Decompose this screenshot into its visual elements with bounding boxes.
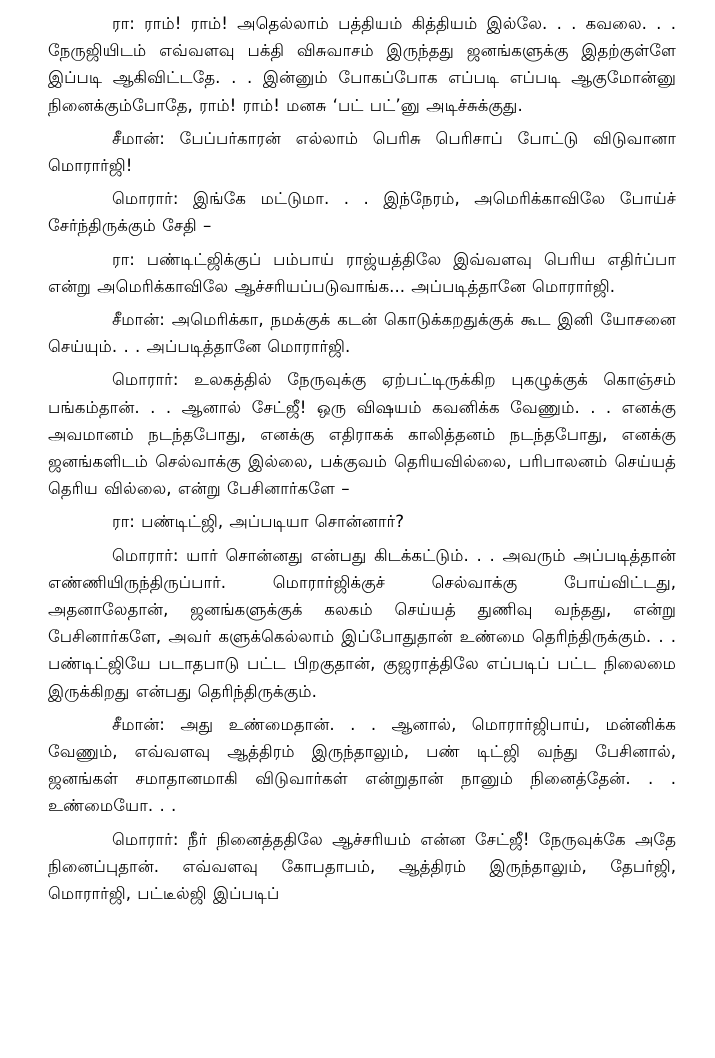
dialogue-text: அமெரிக்கா, நமக்குக் கடன் கொடுக்கறதுக்குக் கூட இனி யோசனை செய்யும். . . அப்படித்தானே மொரார்ஜி. <box>48 310 676 357</box>
speaker-label: ரா: <box>112 14 135 33</box>
dialogue-text: இங்கே மட்டுமா. . . இந்நேரம், அமெரிக்காவிலே போய்ச் சேர்ந்திருக்கும் சேதி – <box>48 189 676 236</box>
dialogue-paragraph <box>48 366 676 502</box>
dialogue-paragraph <box>48 185 676 239</box>
speaker-label: ரா: <box>112 249 135 269</box>
speaker-label: மொரார்: <box>112 829 179 849</box>
dialogue-paragraph <box>48 10 676 119</box>
dialogue-text: பண்டிட்ஜிக்குப் பம்பாய் ராஜ்யத்திலே இவ்வளவு பெரிய எதிர்ப்பா என்று அமெரிக்காவிலே ஆச்சரியப்படுவாங்க... அப்படித்தானே மொரார்ஜி. <box>48 249 676 296</box>
speaker-label: மொரார்: <box>112 545 179 565</box>
dialogue-text: பண்டிட்ஜி, அப்படியா சொன்னார்? <box>134 512 405 532</box>
dialogue-text: யார் சொன்னது என்பது கிடக்கட்டும். . . அவரும் அப்படித்தான் எண்ணியிருந்திருப்பார். மொரார்ஜிக்குச் செல்வாக்கு போய்விட்டது, அதனாலேதான், ஜனங்களுக்குக் கலகம் செய்யத் துணிவு வந்தது, என்று பேசினார்களே, அவர் களுக்கெல்லாம் இப்போதுதான் உண்மை தெரிந்திருக்கும். . . பண்டிட்ஜியே படாதபாடு பட்ட பிறகுதான், குஜராத்திலே எப்படிப் பட்ட நிலைமை இருக்கிறது என்பது தெரிந்திருக்கும். <box>48 545 676 701</box>
dialogue-paragraph <box>48 711 676 820</box>
speaker-label: சீமான்: <box>112 714 165 734</box>
dialogue-paragraph <box>48 508 676 535</box>
dialogue-paragraph <box>48 306 676 360</box>
dialogue-paragraph <box>48 826 676 908</box>
speaker-label: சீமான்: <box>112 310 165 330</box>
dialogue-paragraph <box>48 246 676 300</box>
speaker-label: மொரார்: <box>112 370 179 390</box>
speaker-label: ரா: <box>112 512 135 532</box>
dialogue-paragraph <box>48 542 676 705</box>
dialogue-text: ராம்! ராம்! அதெல்லாம் பத்தியம் கித்தியம் இல்லே. . . கவலை. . . நேருஜியிடம் எவ்வளவு பக்தி விசுவாசம் இருந்தது ஜனங்களுக்கு இதற்குள்ளே இப்படி ஆகிவிட்டதே. . . இன்னும் போகப்போக எப்படி எப்படி ஆகுமோன்னு நினைக்கும்போதே, ராம்! ராம்! மனசு ‘பட் பட்’னு அடிச்சுக்குது. <box>48 14 676 115</box>
dialogue-text: நீர் நினைத்ததிலே ஆச்சரியம் என்ன சேட்ஜீ! நேருவுக்கே அதே நினைப்புதான். எவ்வளவு கோபதாபம், ஆத்திரம் இருந்தாலும், தேபர்ஜி, மொரார்ஜி, பட்டீல்ஜி இப்படிப் <box>48 829 676 904</box>
dialogue-text: உலகத்தில் நேருவுக்கு ஏற்பட்டிருக்கிற புகழுக்குக் கொஞ்சம் பங்கம்தான். . . ஆனால் சேட்ஜீ! ஒரு விஷயம் கவனிக்க வேணும். . . எனக்கு அவமானம் நடந்தபோது, எனக்கு எதிராகக் காலித்தனம் நடந்தபோது, எனக்கு ஜனங்களிடம் செல்வாக்கு இல்லை, பக்குவம் தெரியவில்லை, பரிபாலனம் செய்யத் தெரிய வில்லை, என்று பேசினார்களே – <box>48 370 676 499</box>
dialogue-text: பேப்பர்காரன் எல்லாம் பெரிசு பெரிசாப் போட்டு விடுவானா மொரார்ஜி! <box>48 128 676 176</box>
speaker-label: சீமான்: <box>112 128 165 148</box>
dialogue-text: அது உண்மைதான். . . ஆனால், மொரார்ஜிபாய், மன்னிக்க வேணும், எவ்வளவு ஆத்திரம் இருந்தாலும், பண் டிட்ஜி வந்து பேசினால், ஜனங்கள் சமாதானமாகி விடுவார்கள் என்றுதான் நானும் நினைத்தேன். . . உண்மையோ. . . <box>48 714 676 816</box>
document-page <box>48 10 676 913</box>
dialogue-paragraph <box>48 125 676 179</box>
speaker-label: மொரார்: <box>112 189 179 209</box>
